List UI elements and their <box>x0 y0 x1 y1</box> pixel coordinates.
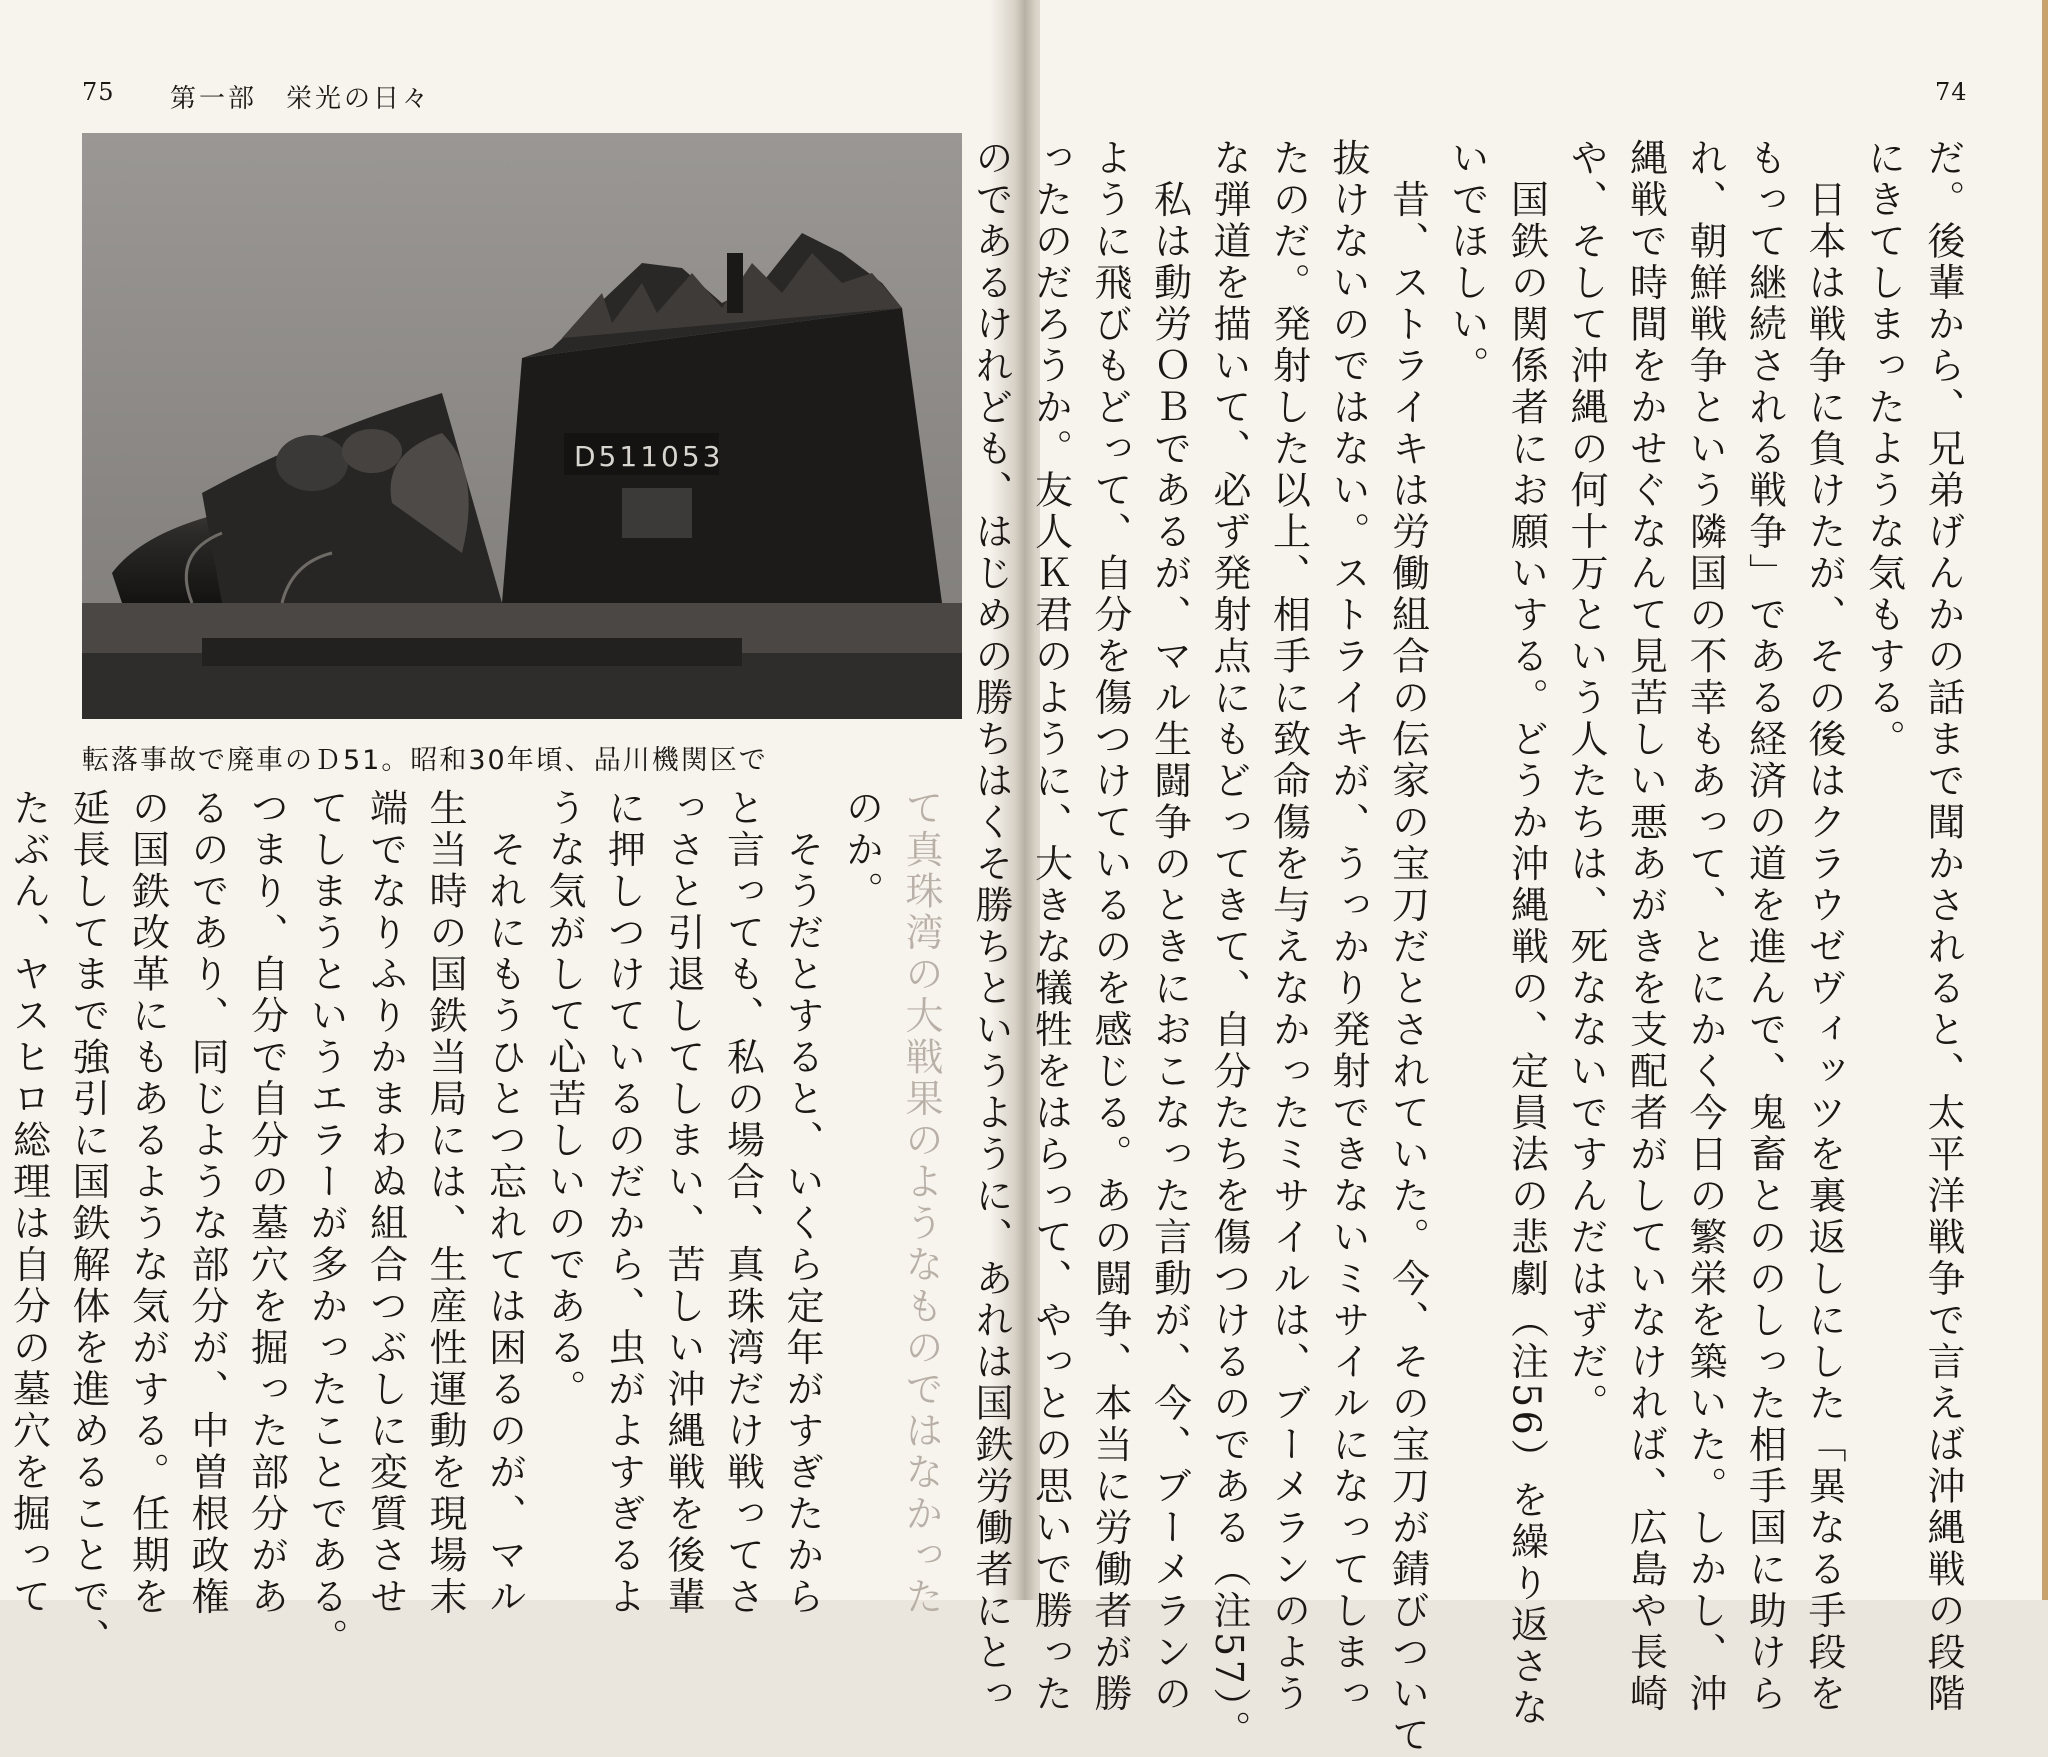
body-line: いでほしい。 <box>1445 138 1489 387</box>
number-plate-text: D511053 <box>574 440 724 473</box>
left-page <box>0 0 1010 1660</box>
body-line: たぶん、ヤスヒロ総理は自分の墓穴を掘って <box>6 788 51 1618</box>
body-line: だ。後輩から、兄弟げんかの話まで聞かされると、太平洋戦争で言えば沖縄戦の段階 <box>1921 138 1965 1715</box>
body-line: ったのだろうか。友人Ｋ君のように、大きな犠牲をはらって、やっとの思いで勝った <box>1028 138 1073 1715</box>
right-body-text <box>961 138 1973 1757</box>
body-line: それにもうひとつ忘れては困るのが、マル <box>482 788 527 1618</box>
body-line: な弾道を描いて、必ず発射点にもどってきて、自分たちを傷つけるのである（注57）。 <box>1207 138 1251 1752</box>
body-line: もって継続される戦争」である経済の道を進んで、鬼畜とののしった相手国に助けら <box>1742 138 1787 1715</box>
locomotive-photo <box>82 133 962 719</box>
body-line: に押しつけているのだから、虫がよすぎるよ <box>601 788 646 1618</box>
body-line: れ、朝鮮戦争という隣国の不幸もあって、とにかく今日の繁栄を築いた。しかし、沖 <box>1683 138 1727 1715</box>
body-line: っさと引退してしまい、苦しい沖縄戦を後輩 <box>661 788 705 1618</box>
body-line: 国鉄の関係者にお願いする。どうか沖縄戦の、定員法の悲劇（注56）を繰り返さな <box>1504 138 1549 1729</box>
body-line: 延長してまで強引に国鉄解体を進めることで、 <box>66 788 110 1660</box>
body-line: 生当時の国鉄当局には、生産性運動を現場末 <box>423 788 467 1618</box>
wrecked-locomotive-illustration <box>82 133 962 719</box>
right-page <box>969 0 2048 1757</box>
body-line: 抜けないのではない。ストライキが、うっかり発射できないミサイルになってしまっ <box>1326 138 1370 1715</box>
body-line: 縄戦で時間をかせぐなんて見苦しい悪あがきを支配者がしていなければ、広島や長崎 <box>1623 138 1668 1715</box>
body-line: にきてしまったような気もする。 <box>1861 138 1906 761</box>
body-line: つまり、自分で自分の墓穴を掘った部分があ <box>244 788 289 1618</box>
page-edge-right <box>2042 0 2048 1600</box>
body-line: て真珠湾の大戦果のようなものではなかった <box>899 788 943 1618</box>
body-line: や、そして沖縄の何十万という人たちは、死なないですんだはずだ。 <box>1564 138 1608 1425</box>
body-line: と言っても、私の場合、真珠湾だけ戦ってさ <box>720 788 765 1618</box>
right-page-number: 74 <box>1935 78 1968 106</box>
body-line: たのだ。発射した以上、相手に致命傷を与えなかったミサイルは、ブーメランのよう <box>1266 138 1311 1715</box>
body-line: 昔、ストライキは労働組合の伝家の宝刀だとされていた。今、その宝刀が錆びついて <box>1385 138 1430 1757</box>
left-body-text <box>0 788 950 1660</box>
body-line: るのであり、同じような部分が、中曽根政権 <box>185 788 229 1618</box>
body-line: 日本は戦争に負けたが、その後はクラウゼヴィッツを裏返しにした「異なる手段を <box>1802 138 1846 1715</box>
body-line: のであるけれども、はじめの勝ちはくそ勝ちというように、あれは国鉄労働者にとっ <box>969 138 1013 1715</box>
body-line: てしまうというエラーが多かったことである。 <box>304 788 348 1660</box>
body-line: うな気がして心苦しいのである。 <box>542 788 586 1411</box>
photo-caption: 転落事故で廃車のＤ51。昭和30年頃、品川機関区で <box>82 745 768 776</box>
running-header-title: 第一部 栄光の日々 <box>170 84 432 114</box>
body-line: 私は動労ＯＢであるが、マル生闘争のときにおこなった言動が、今、ブーメランの <box>1147 138 1192 1715</box>
body-line: ように飛びもどって、自分を傷つけているのを感じる。あの闘争、本当に労働者が勝 <box>1088 138 1132 1715</box>
body-line: の国鉄改革にもあるような気がする。任期を <box>125 788 170 1618</box>
body-line: そうだとすると、いくら定年がすぎたから <box>780 788 824 1618</box>
left-page-number: 75 <box>82 78 115 106</box>
body-line: 端でなりふりかまわぬ組合つぶしに変質させ <box>363 788 408 1618</box>
body-line: のか。 <box>839 788 884 913</box>
